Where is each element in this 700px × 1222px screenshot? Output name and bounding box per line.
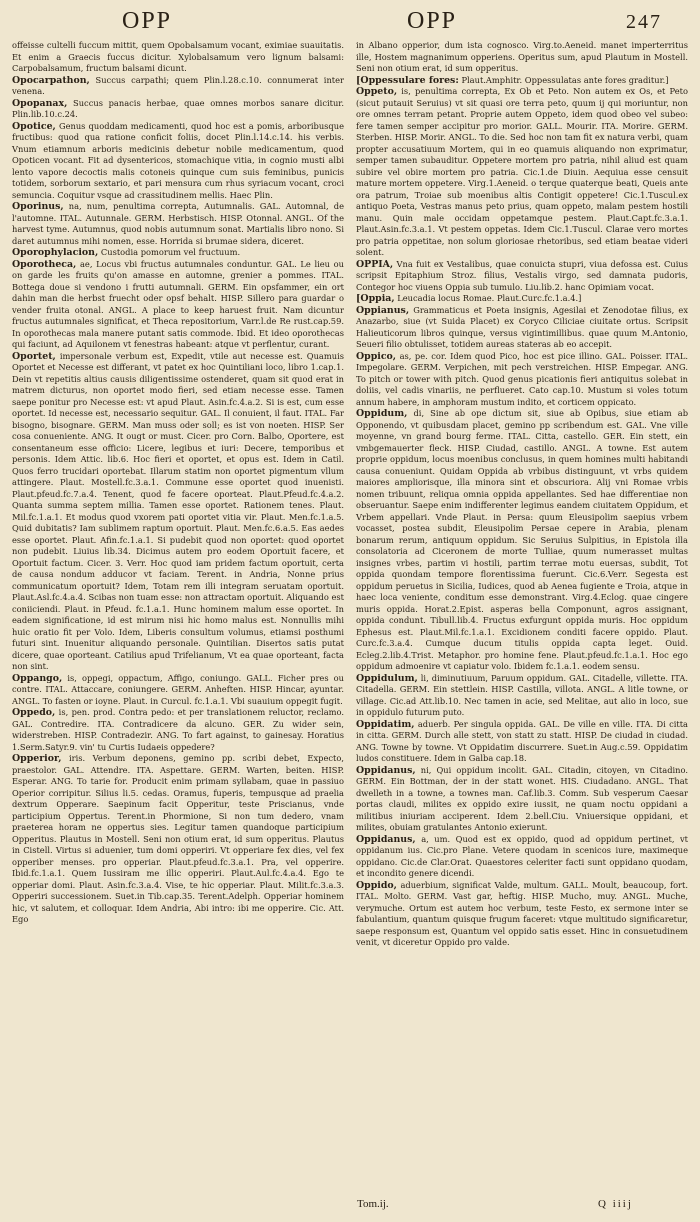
entry-text: aduerb. Per singula oppida. GAL. De ville en ville. ITA. Di citta in citta. GERM. Durch alle stett, von statt zu statt. HISP. De ciudad in ciudad. ANG. Towne by towne. Vt Oppidatim discurrere. Suet.in Aug.c.59. Oppidatim ludos constituere. Idem in Galba cap.18. bbox=[356, 718, 688, 763]
volume-label: Tom.ij. bbox=[357, 1198, 389, 1210]
entry-headword: Opopanax, bbox=[12, 97, 68, 109]
entry-headword: Oppidanus, bbox=[356, 833, 416, 845]
dictionary-entry bbox=[12, 201, 344, 247]
dictionary-entry bbox=[356, 834, 688, 880]
dictionary-entry bbox=[356, 673, 688, 719]
entry-headword: Oporophylacion, bbox=[12, 247, 99, 258]
entry-headword: Oppidum, bbox=[356, 408, 408, 419]
entry-text: Leucadia locus Romae. Plaut.Curc.fc.1.a.4.] bbox=[397, 293, 582, 303]
entry-text: na, num, penultima correpta, Autumnalis. GAL. Automnal, de l'automne. ITAL. Autunnale. GERM. Herbstisch. HISP. Otonnal. ANGL. Of the harvest tyme. Autumnus, quod nobis autumnum sonat. Martialis libro nono. Si daret autumnus mihi nomen, esse. Horrida si brumae sidera, diceret. bbox=[12, 201, 344, 246]
entry-headword: Oppico, bbox=[356, 350, 397, 362]
dictionary-entry bbox=[12, 673, 344, 708]
dictionary-entry bbox=[356, 408, 688, 673]
dictionary-entry bbox=[356, 719, 688, 765]
running-header bbox=[12, 8, 688, 36]
dictionary-entry bbox=[356, 765, 688, 834]
entry-text: a, um. Quod est ex oppido, quod ad oppidum pertinet, vt oppidanum ius. Cic.pro Plane. Vetere quodam in scenicos iure, maximeque oppidano. Cic.de Clar.Orat. Quaestores celeriter facti sunt oppidano quodam, et incondito genere dicendi. bbox=[356, 833, 689, 878]
entry-headword: Oporotheca, bbox=[12, 258, 77, 270]
entry-text: Succus carpathi; quem Plin.l.28.c.10. connumerat inter venena. bbox=[12, 74, 345, 96]
dictionary-entry bbox=[12, 753, 344, 926]
entry-text: li, diminutiuum, Paruum oppidum. GAL. Citadelle, villette. ITA. Citadella. GERM. Ein stettlein. HISP. Castilla, villota. ANGL. A litle towne, or village. Cic.ad Att.lib.10. Nec tamen in acie, sed Melitae, aut alio in loco, sue in oppidulo futurum puto. bbox=[356, 672, 688, 717]
entry-headword: Oppianus, bbox=[356, 304, 410, 316]
entry-text: ae, Locus vbi fructus autumnales conduntur. GAL. Le lieu ou on garde les fruits qu'on amasse en automne, grenier a pommes. ITAL. Bottega doue si vendono i frutti autumnali. GERM. Ein opsfammer, ein ort dahin man die herbst fruecht oder opsf behalt. HISP. Sillero para guardar o vender fruita otonal. ANGL. A place to keep haruest fruit. Nam dicuntur fructus autumnales significat, et Theca repositorium, Varr.l.de Re rust.cap.59. In oporothecas mala manere putant satis commode. Ibid. Et ideo oporothecas qui faciunt, ad Aquilonem vt fenestras habeant: atque vt perflentur, curant. bbox=[12, 258, 345, 349]
header-left-keyword: OPP bbox=[122, 8, 173, 34]
entry-headword: Oppeto, bbox=[356, 86, 398, 97]
dictionary-entry bbox=[356, 75, 688, 87]
page-number: 247 bbox=[626, 11, 662, 33]
dictionary-entry bbox=[12, 98, 344, 121]
entry-text: di, Sine ab ope dictum sit, siue ab Opibus, siue etiam ab Opponendo, vt quibusdam placet, gemino pp scribendum est. GAL. Vne ville moyenne, vn grand bourg ferme. ITAL. Citta, castello. GER. Ein stett, ein vmbgemauerter fleck. HISP. Ciudad, castillo. ANGL. A towne. Est autem proprie oppidum, locus moenibus conclusus, in quem homines multi habitandi causa conueniunt. Quidam Oppida ab vrbibus distinguunt, vt vrbs quidem maiores ampliorisque, illa minora sint et obscuriora. Alij vni Romae vrbis nomen tribuunt, reliqua omnia oppida appellantes. Sed hae differentiae non obseruantur. Saepe enim indifferenter legimus eandem ciuitatem Oppidum, et Vrbem appellari. Vnde Plaut. in Persa: quum Eleusipolim saepius vrbem vocasset, postea subdit, Eleusipolim Persae cepere in Arabia, plenam bonarum rerum, antiquum oppidum. Sic Seruius Sulpitius, in Epistola illa consolatoria ad Ciceronem de morte Tulliae, quum numerasset multas insignes vrbes, partim vi hostili, partim terrae motu euersas, subdit, Tot oppida quondam tempore florentissima fuerunt. Cic.6.Verr. Segesta est oppidum peruetus in Sicilia, Iudices, quod ab Aenea fugiente e Troia, atque in haec loca veniente, conditum esse demonstrant. Virg.4.Eclog. quae cingere muris oppida. Horat.2.Epist. asperas bella Componunt, agros assignant, oppida condunt. Tibull.lib.4. Fructus exfurgunt oppida muris. Hoc oppidum Ephesus est. Plaut.Mil.fc.1.a.1. Excidionem conditi facere oppido. Plaut. Curc.fc.3.a.4. Cumque ducum titulis oppida capta leget. Ouid. Ecleg.2.lib.4.Trist. Metaphor. pro homine fene. Plaut.pfeud.fc.1.a.1. Hoc ego oppidum admoenire vt capiatur volo. Ibidem fc.1.a.1. eodem sensu. bbox=[356, 408, 689, 671]
entry-headword: Oppedo, bbox=[12, 707, 56, 718]
dictionary-entry bbox=[356, 351, 688, 409]
right-column bbox=[356, 40, 688, 949]
dictionary-entry bbox=[12, 75, 344, 98]
entry-headword: Opperior, bbox=[12, 753, 62, 764]
entry-text: is, penultima correpta, Ex Ob et Peto. Non autem ex Os, et Peto (sicut putauit Seruius) vt sit quasi ore terra peto, quum ij qui moriuntur, non ore omnes terram petant. Proprie autem Oppeto, idem quod obeo vel subeo: fere tamen semper accipitur pro morior. GALL. Mourir. ITA. Morire. GERM. Sterben. HISP. Morir. ANGL. To die. Sed hoc non tam fit ex natura verbi, quam propter accusatiuum Mortem, qui in eo quamuis aliquando non exprimatur, semper tamen subauditur. Oppetere mortem pro patria, nihil aliud est quam subire vel obire mortem pro patria. Cic.1.de Diuin. Aequiua esse censuit mature mortem oppetere. Virg.1.Aeneid. o terque quaterque beati, Queis ante ora patrum, Troiae sub moenibus altis Contigit oppetere! Cic.1.Tuscul.ex antiquo Poeta, Vestras manus peto prius, quam oppeto, malam pestem hostili manu. Quin male occidam oppetamque pestem. Plaut.Capt.fc.3.a.1. Plaut.Asin.fc.3.a.1. Vt pestem oppetas. Idem Cic.1.Tuscul. Clarae vero mortes pro patria oppetitae, non solum gloriosae rhetoribus, sed etiam beatae videri solent. bbox=[356, 86, 689, 257]
entry-headword: OPPIA, bbox=[356, 258, 394, 270]
entry-text: Succus panacis herbae, quae omnes morbos sanare dicitur. Plin.lib.10.c.24. bbox=[12, 97, 344, 119]
dictionary-entry bbox=[356, 305, 688, 351]
entry-headword: Oporinus, bbox=[12, 201, 64, 212]
dictionary-entry bbox=[356, 259, 688, 294]
dictionary-entry bbox=[12, 40, 344, 75]
entry-text: Genus quoddam medicamenti, quod hoc est a pomis, arboribusque fructibus: quod qua ratione conficit foliis, docet Plin.l.14.c.14. his verbis. Vnum etiamnum arboris medicinis debetur nobile medicamentum, quod Opoticen vocant. Fit ad dysentericos, stomachique vitia, in cognio musti albi lento vapore decoctis malis cotoneis quinque cum suis feminibus, punicis totidem, sorborum sextario, et pari mensura cum rhus syriacum vocant, croci semuncia. Coquitur vsque ad crassitudinem mellis. Haec Plin. bbox=[12, 120, 344, 200]
entry-headword: Oppidulum, bbox=[356, 672, 418, 684]
dictionary-entry bbox=[12, 259, 344, 351]
entry-text: ni, Qui oppidum incolit. GAL. Citadin, citoyen, vn Citadino. GERM. Ein Bottman, der in der statt wonet. HIS. Ciudadano. ANGL. That dwelleth in a towne, a townes man. Caf.lib.3. Comm. Sub vesperum Caesar portas claudi, milites ex oppido exire iussit, ne quam noctu oppidani a militibus iniuriam acciperent. Idem 2.bell.Ciu. Vniuersique oppidani, et milites, obuiam gratulantes Antonio exierunt. bbox=[356, 764, 688, 832]
entry-headword: Opocarpathon, bbox=[12, 74, 90, 86]
entry-text: is, oppegi, oppactum, Affigo, coniungo. GALL. Ficher pres ou contre. ITAL. Attaccare, coniungere. GERM. Anheften. HISP. Hincar, ayuntar. ANGL. To fasten or ioyne. Plaut. in Curcul. fc.1.a.1. Vbi suauium oppegit fugit. bbox=[12, 672, 345, 706]
signature-mark: Q iiij bbox=[598, 1198, 633, 1210]
header-center-keyword: OPP bbox=[407, 8, 458, 34]
page-footer bbox=[0, 1198, 700, 1218]
entry-text: Custodia pomorum vel fructuum. bbox=[100, 247, 241, 257]
entry-text: impersonale verbum est, Expedit, vtile aut necesse est. Quamuis Oportet et Necesse est differant, vt patet ex hoc Quintiliani loco, libro 1.cap.1. Dein vt repetitis altius causis diligentissime ostenderet, quam sit quod erat in matrem dicturus, non oportet modo fieri, sed etiam necesse esse. Tamen saepe ponitur pro Necesse est: vt apud Plaut. Asin.fc.4.a.2. Si is est, cum esse oportet. Id necesse est, necessario sequitur. GAL. Il conuient, il faut. ITAL. Far bisogno, bisognare. GERM. Man muss oder soll; es ist von noeten. HISP. Ser cosa conueniente. ANG. It ougt or must. Cicer. pro Corn. Balbo, Oportere, est consentaneum esse officio: Licere, legibus et iuri: Decere, temporibus et personis. Idem Attic. lib.6. Hoc fieri et oportet, et opus est. Idem in Catil. Quos ferro trucidari oportebat. Illarum statim non oportet pigmentum vllum attingere. Plaut. Mostell.fc.3.a.1. Commune esse oportet quod inuenisti. Plaut.pfeud.fc.7.a.4. Tenent, quod fe facere oporteat. Plaut.Pfeud.fc.4.a.2. Quanta summa septem millia. Tamen esse oportet. Rationem tenes. Plaut. Mil.fc.1.a.1. Et modus quod vxorem pati oportet vitia vir. Plaut. Men.fc.1.a.5. Quid dubitatis? Iam sublimem raptum oportuit. Plaut. Men.fc.6.a.5. Eas aedes esse oportet. Plaut. Afin.fc.1.a.1. Si pudebit quod non oportet: quod oportet non pudebit. Liuius lib.34. Dicimus autem pro eodem Oportuit facere, et Oportuit factum. Cicer. 3. Verr. Hoc quod iam pridem factum oportuit, certa de causa nondum adducor vt faciam. Terent. in Andria, Nonne prius communicatum oportuit? Idem, Totam rem illi integram seruatam oportuit. Plaut.Asl.fc.4.a.4. Scibas non tuam esse: non attractam oportuit. Aliquando est coniiciendi. Plaut. in Pfeud. fc.1.a.1. Hunc hominem malum esse oportet. In eadem significatione, id est mirum nisi hic homo malus est. Nonnullis mihi huic oratio fit per Volo. Idem, Liberis consultum volumus, etiamsi posthumi futuri sint. Inuenitur aliquando personale. Quintilian. Disertos satis putat dicere, quae oporteant. Catilius apud Trifelianum, Vt ea quae oporteant, facta non sint. bbox=[12, 350, 344, 671]
entry-text: as, pe. cor. Idem quod Pico, hoc est pice illino. GAL. Poisser. ITAL. Impegolare. GERM. Verpichen, mit pech verstreichen. HISP. Empegar. ANG. To pitch or tower with pitch. Quod genus picationis fieri antiquitus solebat in doliis, vel cadis vinariis, ne perflueret. Cato cap.10. Mustum si voles totum annum habere, in amphoram mustum indito, et corticem oppicato. bbox=[356, 350, 688, 407]
dictionary-entry bbox=[356, 880, 688, 949]
entry-headword: Oppido, bbox=[356, 879, 397, 891]
dictionary-entry bbox=[12, 351, 344, 673]
entry-text: Plaut.Amphitr. Oppessulatas ante fores graditur.] bbox=[461, 74, 669, 85]
dictionary-entry bbox=[356, 86, 688, 259]
dictionary-entry bbox=[12, 707, 344, 753]
dictionary-entry bbox=[12, 247, 344, 259]
entry-text: Vna fuit ex Vestalibus, quae conuicta stupri, viua defossa est. Cuius scripsit Epitaphium Stroz. filius, Vestalis virgo, sed damnata pudoris, Contegor hoc viuens Oppia sub tumulo. Liu.lib.2. hanc Opimiam vocat. bbox=[356, 258, 688, 292]
entry-text: iris. Verbum deponens, gemino pp. scribi debet, Expecto, praestolor. GAL. Attendre. ITA. Aspettare. GERM. Warten, beiten. HISP. Esperar. ANG. To tarie for. Producit enim primam syllabam, quae in passiuo Operior corripitur. Silius li.5. cedas. Oramus, fuperis, tempusque ad praelia dextrum Opperare. Saepinum facit Opperitur, teste Priscianus, vnde participium Oppertus. Terent.in Phormione, Si non tum dedero, vnam praeterea horam ne oppertus sies. Legitur tamen quandoque participium Opperitus. Plautus in Mostell. Seni non otium erat, id sum opperitus. Plautus in Cistell. Virtus si aduenier, tum domi opperiri. Vt opperiare fex dies, vel fex opperiber menses. pro opperiar. Plaut.pfeud.fc.3.a.1. Pra, vel opperire. Ibid.fc.1.a.1. Quem Iussiram me illic opperiri. Plaut.Aul.fc.4.a.4. Ego te opperiar domi. Plaut. Asin.fc.3.a.4. Vise, te hic opperiar. Plaut. Milit.fc.3.a.3. Opperiri successionem. Suet.in Tib.cap.35. Terent.Adelph. Opperiar hominem hic, vt salutem, et colloquar. Idem Andria, Abi intro: ibi me opperire. Cic. Att. Ego bbox=[12, 753, 344, 924]
entry-headword: Oppidatim, bbox=[356, 718, 415, 730]
entry-text: Grammaticus et Poeta insignis, Agesilai et Zenodotae filius, ex Anazarbo, siue (vt Suida Placet) ex Coryco Ciliciae ciuitate ortus. Scripsit Halieuticorum libros quinque, versus vigintimillibus. quae quum M.Antonio, Seueri filio obtulisset, totidem aureas stateras ab eo accepit. bbox=[356, 304, 689, 349]
entry-headword: Opotice, bbox=[12, 120, 56, 132]
entry-headword: [Oppia, bbox=[356, 293, 395, 304]
dictionary-entry bbox=[12, 121, 344, 202]
entry-text: aduerbium, significat Valde, multum. GALL. Moult, beaucoup, fort. ITAL. Molto. GERM. Vast gar, heftig. HISP. Mucho, muy. ANGL. Muche, verymuche. Ortum est autem hoc verbum, teste Festo, ex sermone inter se fabulantium, quantum quisque frugum faceret: vtque multitudo significaretur, saepe responsum est, Quantum vel oppido satis esset. Hinc in consuetudinem venit, vt diceretur Oppido pro valde. bbox=[356, 879, 688, 947]
entry-text: in Albano opperior, dum ista cognosco. Virg.to.Aeneid. manet imperterritus ille, Hostem magnanimum opperiens. Operitus sum, apud Plautum in Mostell. Seni non otium erat, id sum opperitus. bbox=[356, 40, 688, 73]
left-column bbox=[12, 40, 344, 949]
entry-headword: [Oppessulare fores: bbox=[356, 74, 459, 86]
entry-headword: Oppango, bbox=[12, 672, 63, 684]
entry-headword: Oportet, bbox=[12, 350, 56, 362]
entry-text: is, pen. prod. Contra pedo: et per translationem reluctor, reclamo. GAL. Contredire. ITA. Contradicere da alcuno. GER. Zu wider sein, widerstreben. HISP. Contradezir. ANG. To fart against, to gainesay. Horatius 1.Serm.Satyr.9. vin' tu Curtis Iudaeis oppedere? bbox=[12, 707, 344, 752]
entry-headword: Oppidanus, bbox=[356, 764, 416, 776]
dictionary-entry bbox=[356, 40, 688, 75]
entry-text: offeisse cultelli fuccum mittit, quem Opobalsamum vocant, eximiae suauitatis. Et enim a Graecis fuccus dicitur. Xylobalsamum vero lignum balsami: Carpobalsamum, fructum balsami dicunt. bbox=[12, 40, 344, 73]
dictionary-entry bbox=[356, 293, 688, 305]
